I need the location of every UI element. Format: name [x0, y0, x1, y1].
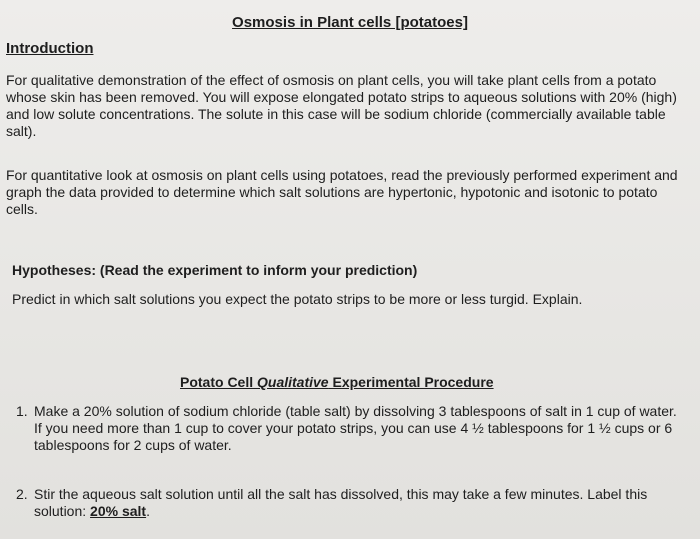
procedure-step-2 — [16, 486, 686, 520]
hypotheses-prompt: Predict in which salt solutions you expect the potato strips to be more or less turgid. Explain. — [12, 291, 583, 307]
introduction-heading: Introduction — [6, 40, 94, 57]
hypotheses-heading: Hypotheses: (Read the experiment to inform your prediction) — [12, 262, 418, 278]
procedure-step-1 — [16, 403, 686, 454]
document-title: Osmosis in Plant cells [potatoes] — [232, 14, 468, 31]
introduction-paragraph-1: For qualitative demonstration of the effect of osmosis on plant cells, you will take plant cells from a potato whose skin has been removed. You will expose elongated potato strips to aqueous solutions with 20% (high) and low solute concentrations. The solute in this case will be sodium chloride (commercially available table salt). — [6, 72, 677, 139]
procedure-heading — [180, 374, 494, 390]
introduction-paragraph-2: For quantitative look at osmosis on plant cells using potatoes, read the previously performed experiment and graph the data provided to determine which salt solutions are hypertonic, hypotonic and isotonic to potato cells. — [6, 167, 678, 217]
procedure-heading-suffix: Experimental Procedure — [328, 374, 494, 390]
procedure-heading-prefix: Potato Cell — [180, 374, 258, 390]
procedure-heading-italic: Qualitative — [257, 374, 329, 390]
step-text-main: Stir the aqueous salt solution until all the salt has dissolved, this may take a few minutes. Label this solution: — [34, 486, 648, 519]
step-text: Make a 20% solution of sodium chloride (table salt) by dissolving 3 tablespoons of salt in 1 cup of water. If you need more than 1 cup to cover your potato strips, you can use 4 ½ tablespoons for 1 ½ cups or 6 tablespoons for 2 cups of water. — [34, 403, 677, 453]
step-text-end: . — [146, 503, 150, 519]
solution-label: 20% salt — [90, 503, 147, 519]
step-number: 1. — [16, 403, 28, 419]
step-number: 2. — [16, 486, 28, 502]
step-text — [34, 486, 686, 520]
